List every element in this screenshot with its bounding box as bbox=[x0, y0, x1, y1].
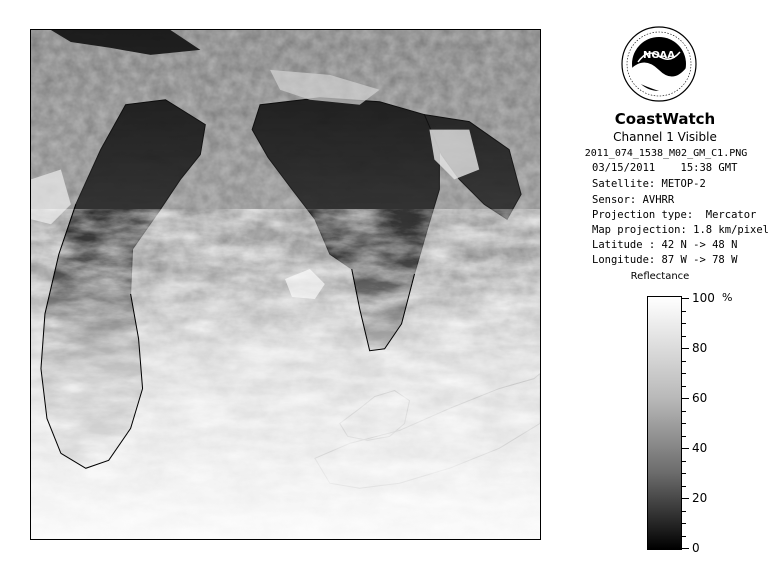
colorbar-minor-tick bbox=[682, 373, 686, 374]
colorbar-minor-tick bbox=[682, 336, 686, 337]
colorbar-minor-tick bbox=[682, 473, 686, 474]
colorbar-minor-tick bbox=[682, 536, 686, 537]
colorbar-unit: % bbox=[722, 291, 733, 304]
colorbar-major-tick bbox=[682, 298, 689, 299]
colorbar-tick-label: 0 bbox=[692, 541, 700, 555]
colorbar bbox=[647, 296, 682, 550]
noaa-logo bbox=[620, 18, 698, 110]
colorbar-tick-label: 40 bbox=[692, 441, 708, 455]
colorbar-minor-tick bbox=[682, 361, 686, 362]
colorbar-minor-tick bbox=[682, 411, 686, 412]
colorbar-major-tick bbox=[682, 448, 689, 449]
colorbar-minor-tick bbox=[682, 323, 686, 324]
map-projection-label: Map projection: 1.8 km/pixel bbox=[592, 224, 770, 236]
colorbar-major-tick bbox=[682, 498, 689, 499]
colorbar-minor-tick bbox=[682, 461, 686, 462]
colorbar-minor-tick bbox=[682, 511, 686, 512]
colorbar-minor-tick bbox=[682, 436, 686, 437]
colorbar-title: Reflectance bbox=[630, 271, 690, 282]
colorbar-minor-tick bbox=[682, 486, 686, 487]
satellite-map-svg bbox=[31, 30, 540, 539]
noaa-logo-text: NOAA bbox=[642, 50, 676, 61]
colorbar-minor-tick bbox=[682, 423, 686, 424]
channel-label: Channel 1 Visible bbox=[613, 130, 717, 144]
noise-overlay bbox=[31, 30, 540, 539]
projection-type-label: Projection type: Mercator bbox=[592, 209, 757, 221]
colorbar-minor-tick bbox=[682, 311, 686, 312]
satellite-label: Satellite: METOP-2 bbox=[592, 178, 706, 190]
brand-title: CoastWatch bbox=[614, 110, 716, 128]
colorbar-tick-label: 20 bbox=[692, 491, 708, 505]
latitude-label: Latitude : 42 N -> 48 N bbox=[592, 239, 738, 251]
colorbar-minor-tick bbox=[682, 386, 686, 387]
colorbar-major-tick bbox=[682, 348, 689, 349]
satellite-image bbox=[30, 29, 541, 540]
colorbar-tick-label: 60 bbox=[692, 391, 708, 405]
colorbar-tick-label: 100 bbox=[692, 291, 715, 305]
colorbar-major-tick bbox=[682, 398, 689, 399]
longitude-label: Longitude: 87 W -> 78 W bbox=[592, 254, 738, 266]
colorbar-tick-label: 80 bbox=[692, 341, 708, 355]
colorbar-minor-tick bbox=[682, 523, 686, 524]
sensor-label: Sensor: AVHRR bbox=[592, 194, 675, 206]
filename-label: 2011_074_1538_M02_GM_C1.PNG bbox=[584, 148, 748, 159]
colorbar-major-tick bbox=[682, 548, 689, 549]
datetime-label: 03/15/2011 15:38 GMT bbox=[592, 162, 738, 174]
